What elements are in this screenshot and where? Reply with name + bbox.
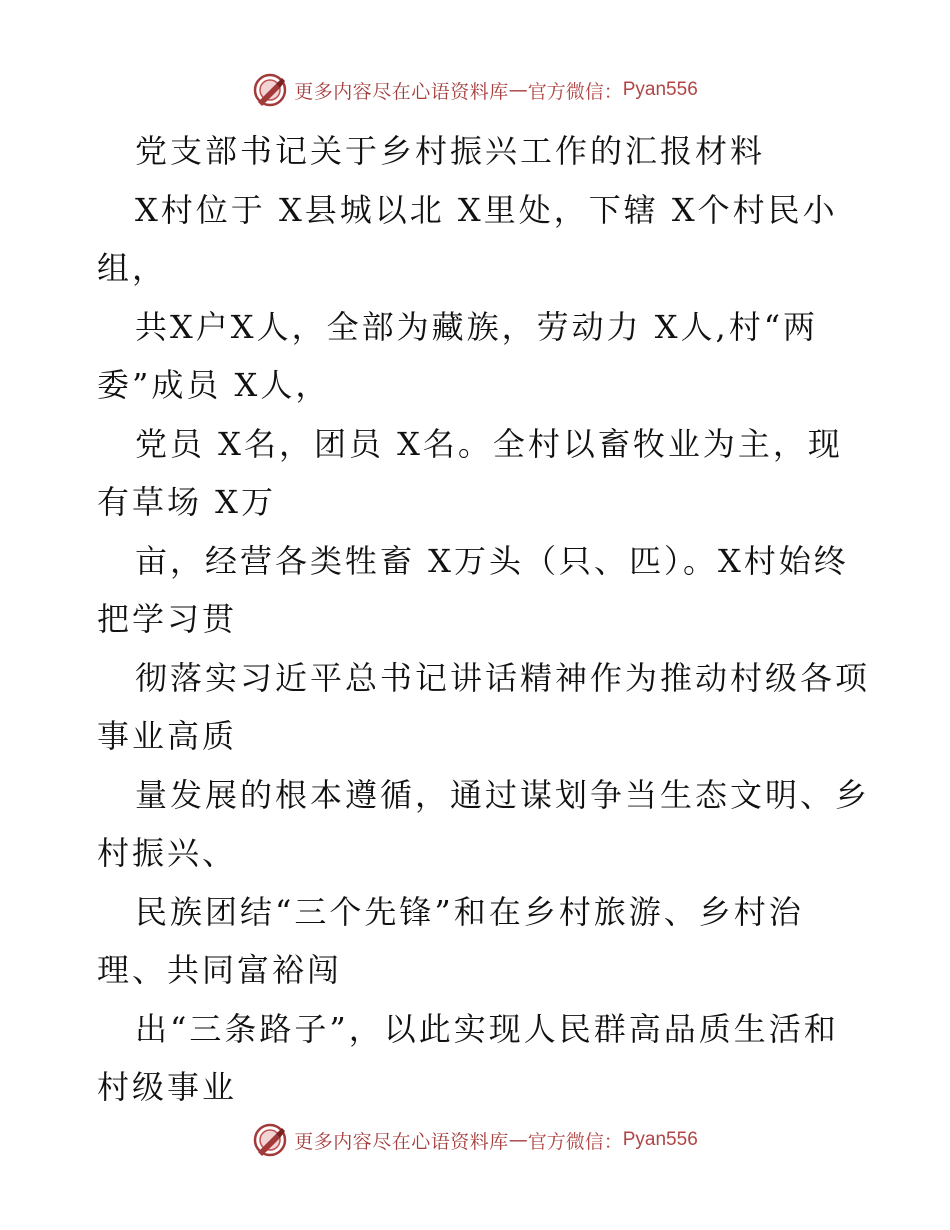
paragraph-line: 有草场 X万 [97, 483, 276, 521]
banner-wechat-label: 官方微信： [527, 1130, 623, 1153]
banner-wechat-label: 官方微信： [527, 80, 623, 103]
document-body [97, 122, 871, 1117]
paragraph-line: 把学习贯 [97, 600, 238, 638]
banner-wechat-id: Pyan556 [622, 1129, 698, 1150]
banner-separator: — [508, 79, 528, 101]
paragraph-line: 村级事业 [97, 1068, 238, 1106]
paragraph-line: 村振兴、 [97, 834, 238, 872]
paragraph-line: 共X户X人，全部为藏族，劳动力 X人,村“两 [135, 307, 819, 346]
banner-brand-text: 更多内容尽在心语资料库 [294, 80, 509, 103]
paragraph-line: X村位于 X县城以北 X里处，下辖 X个村民小 [135, 190, 838, 229]
header-banner [0, 70, 950, 110]
banner-brand-text: 更多内容尽在心语资料库 [294, 1130, 509, 1153]
paragraph-line: 理、共同富裕闯 [97, 951, 343, 989]
banner-separator: — [508, 1129, 528, 1151]
paragraph-line: 量发展的根本遵循，通过谋划争当生态文明、乡 [135, 775, 871, 814]
pen-logo-icon [252, 1122, 288, 1158]
document-title: 党支部书记关于乡村振兴工作的汇报材料 [135, 132, 766, 170]
paragraph-line: 出“三条路子”，以此实现人民群高品质生活和 [135, 1009, 839, 1048]
paragraph-line: 民族团结“三个先锋”和在乡村旅游、乡村治 [135, 892, 804, 931]
paragraph-line: 组， [97, 249, 168, 287]
paragraph-line: 党员 X名，团员 X名。全村以畜牧业为主，现 [135, 424, 843, 463]
paragraph-line: 彻落实习近平总书记讲话精神作为推动村级各项 [135, 658, 871, 697]
footer-banner [0, 1120, 950, 1160]
paragraph-line: 事业高质 [97, 717, 238, 755]
paragraph-line: 委”成员 X人， [97, 366, 331, 404]
paragraph-line: 亩，经营各类牲畜 X万头（只、匹）。X村始终 [135, 541, 849, 580]
banner-wechat-id: Pyan556 [622, 79, 698, 100]
pen-logo-icon [252, 72, 288, 108]
